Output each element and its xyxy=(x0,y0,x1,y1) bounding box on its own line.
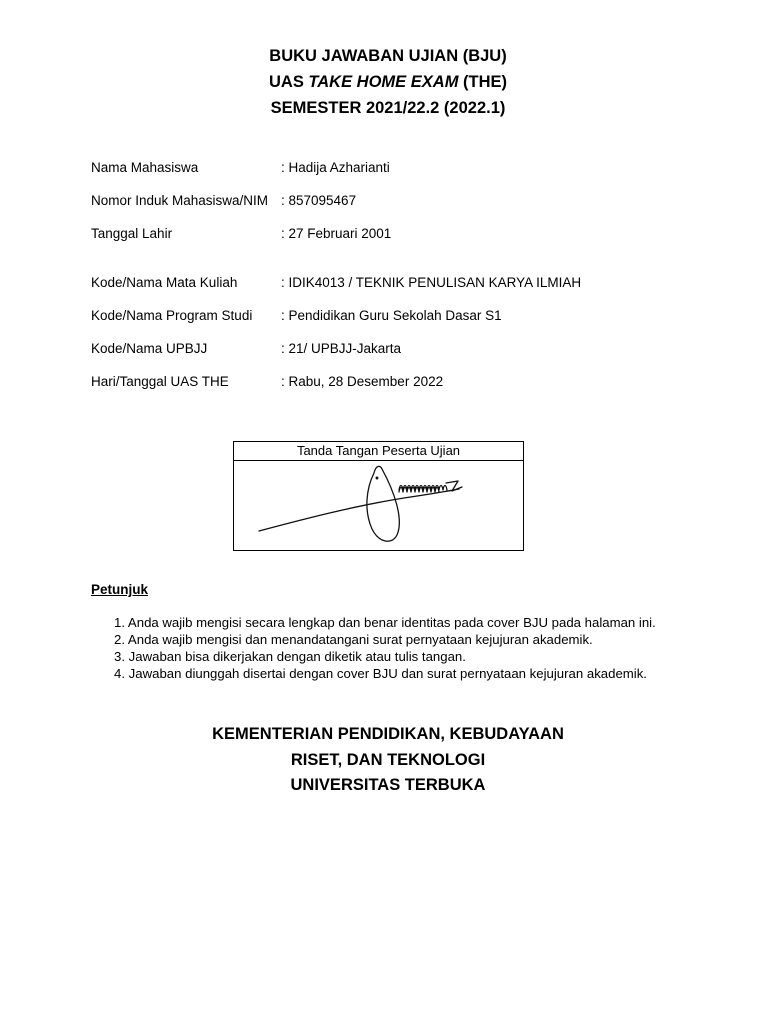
identity-label: Nama Mahasiswa xyxy=(91,160,199,175)
identity-value: : 27 Februari 2001 xyxy=(281,226,392,241)
signature-box[interactable] xyxy=(233,441,524,551)
identity-label: Kode/Nama Program Studi xyxy=(91,308,253,323)
identity-row-nim xyxy=(91,192,356,209)
header-exam-prefix: UAS xyxy=(268,73,309,91)
identity-label: Tanggal Lahir xyxy=(91,226,173,241)
identity-row-birthdate xyxy=(91,225,391,242)
identity-label: Hari/Tanggal UAS THE xyxy=(91,374,229,389)
ministry-name: KEMENTERIAN PENDIDIKAN, KEBUDAYAAN xyxy=(212,725,564,743)
instruction-item: 2. Anda wajib mengisi dan menandatangani surat pernyataan kejujuran akademik. xyxy=(114,632,593,647)
identity-label: Kode/Nama Mata Kuliah xyxy=(91,275,238,290)
header-title: BUKU JAWABAN UJIAN (BJU) xyxy=(269,47,507,65)
identity-value: : IDIK4013 / TEKNIK PENULISAN KARYA ILMIAH xyxy=(281,275,582,290)
identity-value: : Rabu, 28 Desember 2022 xyxy=(281,374,444,389)
instructions-list xyxy=(114,614,656,682)
identity-label: Nomor Induk Mahasiswa/NIM xyxy=(91,193,269,208)
instruction-item: 1. Anda wajib mengisi secara lengkap dan benar identitas pada cover BJU pada halaman ini. xyxy=(114,615,656,630)
identity-row-exam-date xyxy=(91,373,443,390)
identity-value: : 857095467 xyxy=(281,193,357,208)
identity-value: : 21/ UPBJJ-Jakarta xyxy=(281,341,402,356)
identity-row-name xyxy=(91,159,390,176)
signature-box-title: Tanda Tangan Peserta Ujian xyxy=(234,442,523,461)
instruction-item: 4. Jawaban diunggah disertai dengan cover BJU dan surat pernyataan kejujuran akademik. xyxy=(114,666,647,681)
document-header xyxy=(0,43,768,121)
institution-footer xyxy=(0,722,768,799)
identity-row-course xyxy=(91,274,581,291)
header-exam-suffix: (THE) xyxy=(458,73,508,91)
header-exam-type xyxy=(0,69,768,95)
header-semester: SEMESTER 2021/22.2 (2022.1) xyxy=(270,99,506,117)
identity-row-program xyxy=(91,307,502,324)
header-exam-italic: TAKE HOME EXAM xyxy=(308,73,459,91)
university-name: UNIVERSITAS TERBUKA xyxy=(290,776,486,794)
handwritten-signature xyxy=(234,461,523,550)
ministry-name-continued: RISET, DAN TEKNOLOGI xyxy=(290,750,486,769)
identity-label: Kode/Nama UPBJJ xyxy=(91,341,208,356)
instructions-title: Petunjuk xyxy=(91,582,149,597)
identity-value: : Hadija Azharianti xyxy=(281,160,390,175)
instruction-item: 3. Jawaban bisa dikerjakan dengan diketik atau tulis tangan. xyxy=(114,649,466,664)
identity-row-upbjj xyxy=(91,340,401,357)
identity-value: : Pendidikan Guru Sekolah Dasar S1 xyxy=(281,308,502,323)
